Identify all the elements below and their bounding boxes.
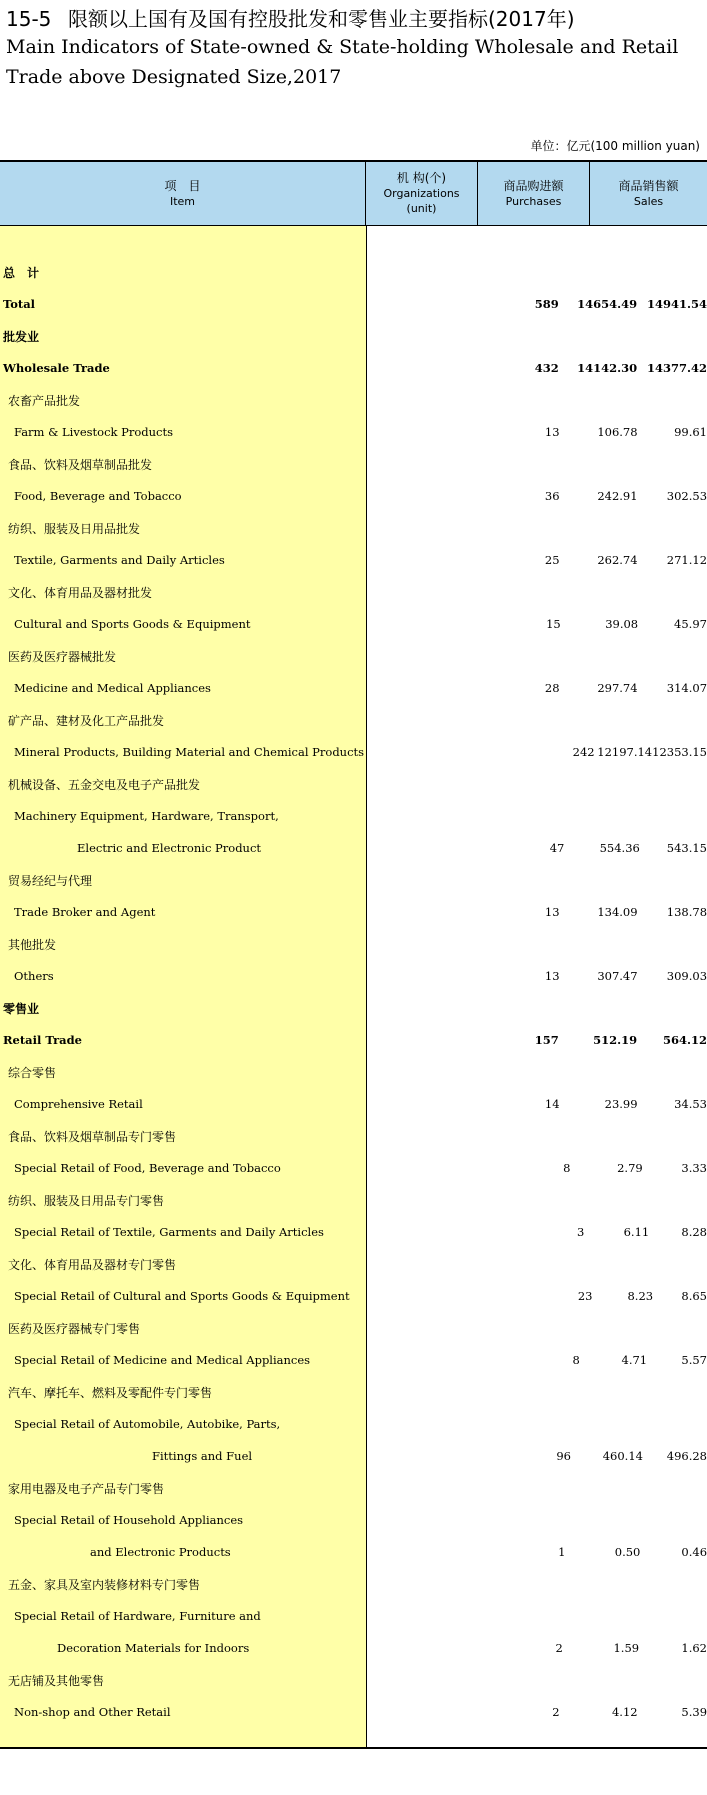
table-row xyxy=(0,1472,707,1504)
organizations-value: 14 xyxy=(544,1097,560,1111)
organizations-value: 23 xyxy=(577,1289,593,1303)
purchases-value: 106.78 xyxy=(597,425,638,439)
header-purchases-en: Purchases xyxy=(505,194,562,208)
organizations-value: 13 xyxy=(544,905,560,919)
row-label: 医药及医疗器械专门零售 xyxy=(8,1321,141,1336)
table-row xyxy=(0,608,707,640)
table-row xyxy=(0,1216,707,1248)
row-label: Wholesale Trade xyxy=(3,361,110,375)
organizations-value: 8 xyxy=(563,1161,571,1175)
sales-value: 14377.42 xyxy=(646,361,707,375)
table-rows xyxy=(0,256,707,1728)
header-sales-en: Sales xyxy=(633,194,664,208)
purchases-value: 23.99 xyxy=(604,1097,638,1111)
sales-value: 5.39 xyxy=(681,1705,707,1719)
row-label: 机械设备、五金交电及电子产品批发 xyxy=(8,777,201,792)
row-label: 综合零售 xyxy=(8,1065,57,1080)
table-row xyxy=(0,640,707,672)
title-cn xyxy=(6,6,678,32)
header-organizations xyxy=(366,162,478,225)
row-label: Electric and Electronic Product xyxy=(77,841,262,855)
row-label: 纺织、服装及日用品专门零售 xyxy=(8,1193,165,1208)
row-label: Medicine and Medical Appliances xyxy=(14,681,211,695)
row-label: 纺织、服装及日用品批发 xyxy=(8,521,141,536)
header-item xyxy=(0,162,366,225)
table-header xyxy=(0,160,707,226)
header-purchases xyxy=(478,162,590,225)
row-label: 批发业 xyxy=(3,329,40,344)
table-row xyxy=(0,1408,707,1440)
table-row xyxy=(0,896,707,928)
sales-value: 3.33 xyxy=(681,1161,707,1175)
row-label: Textile, Garments and Daily Articles xyxy=(14,553,225,567)
row-label: Food, Beverage and Tobacco xyxy=(14,489,182,503)
table-row xyxy=(0,1504,707,1536)
purchases-value: 297.74 xyxy=(597,681,638,695)
title-en-line2: Trade above Designated Size,2017 xyxy=(6,66,342,88)
row-label: Fittings and Fuel xyxy=(152,1449,253,1463)
header-purchases-cn: 商品购进额 xyxy=(503,178,564,193)
row-label: 总 计 xyxy=(3,265,40,280)
unit-label: 单位：亿元(100 million yuan) xyxy=(530,139,700,153)
organizations-value: 47 xyxy=(549,841,565,855)
table-number: 15-5 xyxy=(6,7,52,31)
table-row xyxy=(0,800,707,832)
sales-value: 99.61 xyxy=(674,425,707,439)
table-row xyxy=(0,416,707,448)
purchases-value: 14654.49 xyxy=(577,297,638,311)
table-row xyxy=(0,1024,707,1056)
row-label: Special Retail of Hardware, Furniture and xyxy=(14,1609,261,1623)
organizations-value: 15 xyxy=(546,617,561,631)
organizations-value: 157 xyxy=(534,1033,559,1047)
table-row xyxy=(0,512,707,544)
table-row xyxy=(0,960,707,992)
sales-value: 309.03 xyxy=(666,969,707,983)
row-label: Non-shop and Other Retail xyxy=(14,1705,171,1719)
row-label: 贸易经纪与代理 xyxy=(8,873,93,888)
sales-value: 138.78 xyxy=(666,905,707,919)
sales-value: 12353.15 xyxy=(652,745,707,759)
organizations-value: 2 xyxy=(555,1641,563,1655)
purchases-value: 14142.30 xyxy=(577,361,638,375)
table-row xyxy=(0,1632,707,1664)
row-label: 零售业 xyxy=(3,1001,40,1016)
title-en-line1: Main Indicators of State-owned & State-holding Wholesale and Retail xyxy=(6,36,679,58)
table-row xyxy=(0,832,707,864)
table-row xyxy=(0,928,707,960)
header-item-en: Item xyxy=(169,194,196,208)
purchases-value: 2.79 xyxy=(617,1161,643,1175)
purchases-value: 242.91 xyxy=(597,489,638,503)
table-row xyxy=(0,480,707,512)
sales-value: 8.65 xyxy=(681,1289,707,1303)
purchases-value: 307.47 xyxy=(597,969,638,983)
sales-value: 5.57 xyxy=(681,1353,707,1367)
table-row xyxy=(0,1568,707,1600)
table-row xyxy=(0,864,707,896)
row-label: Special Retail of Textile, Garments and Daily Articles xyxy=(14,1225,324,1239)
title-block xyxy=(6,6,678,92)
row-label: 食品、饮料及烟草制品批发 xyxy=(8,457,153,472)
table-row xyxy=(0,288,707,320)
sales-value: 314.07 xyxy=(666,681,707,695)
sales-value: 45.97 xyxy=(674,617,707,631)
purchases-value: 512.19 xyxy=(593,1033,638,1047)
table-row xyxy=(0,672,707,704)
row-label: Special Retail of Household Appliances xyxy=(14,1513,244,1527)
sales-value: 496.28 xyxy=(666,1449,707,1463)
table-row xyxy=(0,1536,707,1568)
organizations-value: 242 xyxy=(572,745,595,759)
header-sales-cn: 商品销售额 xyxy=(618,178,679,193)
row-label: Cultural and Sports Goods & Equipment xyxy=(14,617,251,631)
organizations-value: 3 xyxy=(576,1225,585,1239)
header-item-cn: 项 目 xyxy=(164,178,201,193)
table-row xyxy=(0,1248,707,1280)
row-label: Retail Trade xyxy=(3,1033,82,1047)
table-row xyxy=(0,544,707,576)
organizations-value: 13 xyxy=(544,969,560,983)
purchases-value: 262.74 xyxy=(597,553,638,567)
table-row xyxy=(0,1152,707,1184)
organizations-value: 432 xyxy=(534,361,559,375)
row-label: 文化、体育用品及器材批发 xyxy=(8,585,153,600)
row-label: 矿产品、建材及化工产品批发 xyxy=(8,713,165,728)
row-label: Decoration Materials for Indoors xyxy=(57,1641,250,1655)
sales-value: 271.12 xyxy=(666,553,707,567)
row-label: 文化、体育用品及器材专门零售 xyxy=(8,1257,177,1272)
table-row xyxy=(0,1312,707,1344)
row-label: Comprehensive Retail xyxy=(14,1097,143,1111)
table-row xyxy=(0,352,707,384)
organizations-value: 8 xyxy=(572,1353,580,1367)
row-label: 食品、饮料及烟草制品专门零售 xyxy=(8,1129,177,1144)
sales-value: 564.12 xyxy=(662,1033,707,1047)
table-row xyxy=(0,384,707,416)
table-row xyxy=(0,576,707,608)
table-row xyxy=(0,992,707,1024)
row-label: Special Retail of Cultural and Sports Goods & Equipment xyxy=(14,1289,350,1303)
row-label: Special Retail of Automobile, Autobike, Parts, xyxy=(14,1417,281,1431)
table-row xyxy=(0,768,707,800)
purchases-value: 134.09 xyxy=(597,905,638,919)
row-label: 农畜产品批发 xyxy=(8,393,81,408)
table-row xyxy=(0,1696,707,1728)
sales-value: 302.53 xyxy=(666,489,707,503)
table-row xyxy=(0,736,707,768)
table-row xyxy=(0,320,707,352)
sales-value: 0.46 xyxy=(681,1545,707,1559)
organizations-value: 1 xyxy=(558,1545,566,1559)
table-row xyxy=(0,1280,707,1312)
row-label: Machinery Equipment, Hardware, Transport, xyxy=(14,809,279,823)
sales-value: 8.28 xyxy=(681,1225,707,1239)
row-label: Special Retail of Food, Beverage and Tobacco xyxy=(14,1161,281,1175)
table-row xyxy=(0,1440,707,1472)
row-label: Others xyxy=(14,969,54,983)
table-row xyxy=(0,1056,707,1088)
table-row xyxy=(0,1344,707,1376)
purchases-value: 4.12 xyxy=(611,1705,638,1719)
table-row xyxy=(0,1600,707,1632)
title-cn-text: 限额以上国有及国有控股批发和零售业主要指标(2017年) xyxy=(68,7,575,31)
table-row xyxy=(0,1120,707,1152)
row-label: 五金、家具及室内装修材料专门零售 xyxy=(8,1577,201,1592)
table-row xyxy=(0,704,707,736)
table-row xyxy=(0,1088,707,1120)
table-row xyxy=(0,1376,707,1408)
header-organizations-unit: (unit) xyxy=(406,202,437,215)
row-label: 医药及医疗器械批发 xyxy=(8,649,117,664)
organizations-value: 25 xyxy=(544,553,560,567)
sales-value: 14941.54 xyxy=(646,297,707,311)
purchases-value: 8.23 xyxy=(627,1289,654,1303)
header-organizations-en: Organizations xyxy=(383,187,460,200)
row-label: 无店铺及其他零售 xyxy=(8,1673,105,1688)
row-label: Farm & Livestock Products xyxy=(14,425,174,439)
purchases-value: 4.71 xyxy=(621,1353,648,1367)
purchases-value: 1.59 xyxy=(613,1641,640,1655)
organizations-value: 36 xyxy=(544,489,560,503)
row-label: 其他批发 xyxy=(8,937,57,952)
purchases-value: 39.08 xyxy=(605,617,639,631)
row-label: Trade Broker and Agent xyxy=(14,905,156,919)
row-label: and Electronic Products xyxy=(90,1545,231,1559)
table-row xyxy=(0,1184,707,1216)
row-label: Total xyxy=(3,297,36,311)
organizations-value: 13 xyxy=(544,425,560,439)
row-label: Special Retail of Medicine and Medical Appliances xyxy=(14,1353,311,1367)
organizations-value: 2 xyxy=(552,1705,560,1719)
table-row xyxy=(0,1664,707,1696)
row-label: Mineral Products, Building Material and Chemical Products xyxy=(14,745,365,759)
row-label: 家用电器及电子产品专门零售 xyxy=(8,1481,165,1496)
header-sales xyxy=(590,162,707,225)
organizations-value: 96 xyxy=(556,1449,571,1463)
sales-value: 543.15 xyxy=(666,841,707,855)
purchases-value: 6.11 xyxy=(623,1225,650,1239)
organizations-value: 589 xyxy=(534,297,559,311)
sales-value: 34.53 xyxy=(674,1097,707,1111)
header-organizations-cn: 机 构(个) xyxy=(396,171,447,185)
table-row xyxy=(0,256,707,288)
purchases-value: 12197.14 xyxy=(597,745,653,759)
sales-value: 1.62 xyxy=(681,1641,707,1655)
organizations-value: 28 xyxy=(544,681,560,695)
row-label: 汽车、摩托车、燃料及零配件专门零售 xyxy=(8,1385,213,1400)
table-body xyxy=(0,226,707,1749)
table-row xyxy=(0,448,707,480)
purchases-value: 0.50 xyxy=(614,1545,641,1559)
purchases-value: 460.14 xyxy=(602,1449,643,1463)
purchases-value: 554.36 xyxy=(599,841,640,855)
